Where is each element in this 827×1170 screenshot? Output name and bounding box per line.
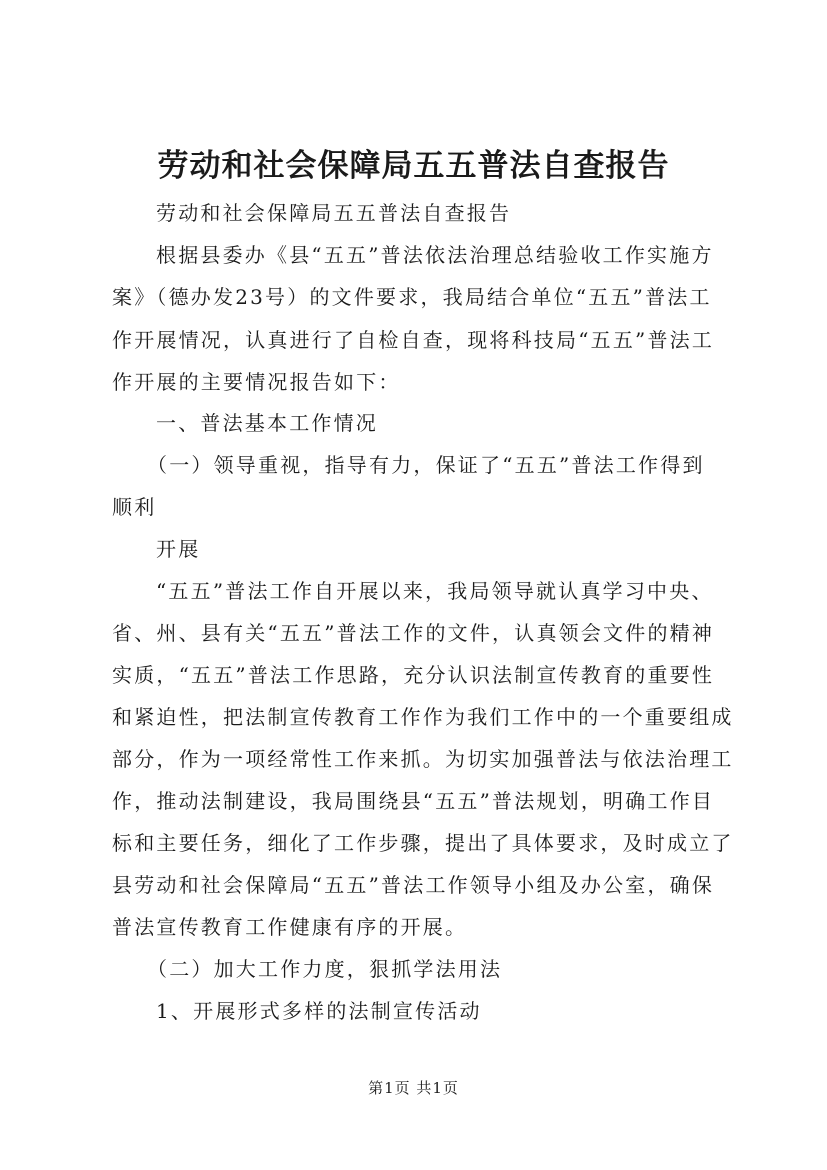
paragraph-line: 实质，“五五”普法工作思路，充分认识法制宣传教育的重要性 <box>112 663 715 687</box>
item-heading: 1、开展形式多样的法制宣传活动 <box>156 999 482 1023</box>
document-title: 劳动和社会保障局五五普法自查报告 <box>157 148 670 184</box>
paragraph-line: 普法宣传教育工作健康有序的开展。 <box>112 915 468 939</box>
paragraph-line: 顺利 <box>112 495 157 519</box>
paragraph-line: 省、州、县有关“五五”普法工作的文件，认真领会文件的精神 <box>112 621 715 645</box>
page-footer: 第1页 共1页 <box>368 1079 459 1097</box>
paragraph-line: 案》（德办发23号）的文件要求，我局结合单位“五五”普法工 <box>112 285 712 309</box>
paragraph-line: 作，推动法制建设，我局围绕县“五五”普法规划，明确工作目 <box>112 789 715 813</box>
paragraph-line: 县劳动和社会保障局“五五”普法工作领导小组及办公室，确保 <box>112 873 715 897</box>
paragraph-line: 标和主要任务，细化了工作步骤，提出了具体要求，及时成立了 <box>112 831 734 855</box>
subsection-heading: （一）领导重视，指导有力，保证了“五五”普法工作得到 <box>147 453 705 477</box>
subsection-heading: （二）加大工作力度，狠抓学法用法 <box>147 957 503 981</box>
subtitle-line: 劳动和社会保障局五五普法自查报告 <box>156 201 512 225</box>
paragraph-line: 开展 <box>156 537 201 561</box>
section-heading: 一、普法基本工作情况 <box>156 411 378 435</box>
paragraph-line: “五五”普法工作自开展以来，我局领导就认真学习中央、 <box>156 579 714 603</box>
paragraph-line: 作开展的主要情况报告如下： <box>112 370 401 394</box>
paragraph-line: 和紧迫性，把法制宣传教育工作作为我们工作中的一个重要组成 <box>112 705 734 729</box>
paragraph-line: 根据县委办《县“五五”普法依法治理总结验收工作实施方 <box>156 243 714 267</box>
paragraph-line: 作开展情况，认真进行了自检自查，现将科技局“五五”普法工 <box>112 328 715 352</box>
paragraph-line: 部分，作为一项经常性工作来抓。为切实加强普法与依法治理工 <box>112 747 734 771</box>
